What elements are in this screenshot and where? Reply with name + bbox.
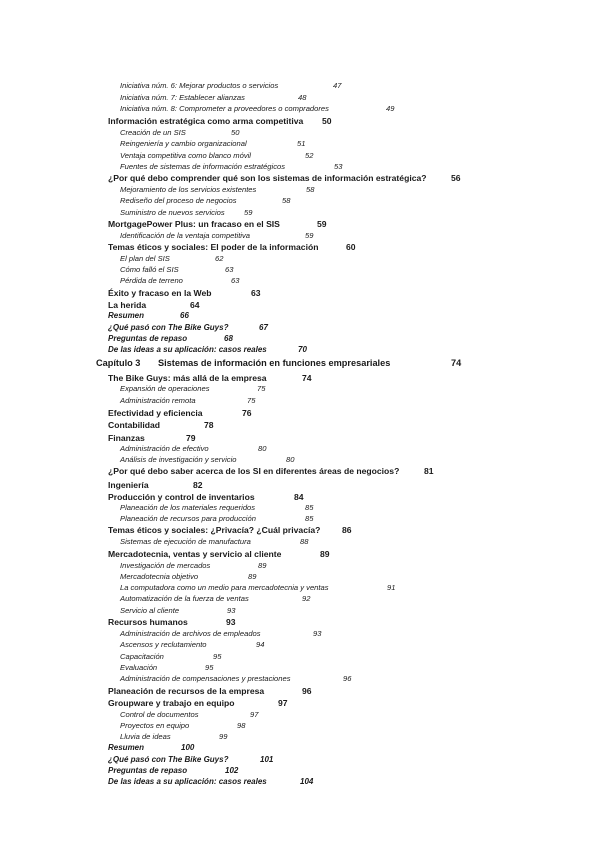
toc-page-number: 104 (300, 777, 314, 786)
toc-entry-title: Evaluación (120, 663, 158, 672)
toc-entry-title: ¿Qué pasó con The Bike Guys? (108, 323, 229, 332)
toc-page-number: 63 (225, 265, 234, 274)
toc-entry-title: Planeación de recursos para producción (120, 514, 256, 523)
toc-entry-title: Capacitación (120, 652, 164, 661)
toc-page-number: 59 (317, 219, 327, 229)
toc-entry-title: ¿Qué pasó con The Bike Guys? (108, 755, 229, 764)
toc-page-number: 96 (343, 674, 352, 683)
toc-entry-title: Servicio al cliente (120, 606, 180, 615)
toc-page-number: 95 (205, 663, 214, 672)
toc-entry-title: Administración de compensaciones y prestaciones (120, 674, 291, 683)
toc-entry-title: Iniciativa núm. 7: Establecer alianzas (120, 93, 245, 102)
toc-entry-title: Planeación de los materiales requeridos (120, 503, 256, 512)
toc-entry-title: Automatización de la fuerza de ventas (120, 594, 249, 603)
toc-entry-title: La computadora como un medio para mercadotecnia y ventas (120, 583, 329, 592)
toc-entry-title: The Bike Guys: más allá de la empresa (108, 373, 267, 383)
chapter-title: Sistemas de información en funciones empresariales (158, 358, 391, 368)
toc-page-number: 85 (305, 514, 314, 523)
toc-page-number: 50 (322, 116, 332, 126)
toc-page-number: 74 (302, 373, 312, 383)
toc-entry-title: Finanzas (108, 433, 145, 443)
toc-page-number: 82 (193, 480, 203, 490)
toc-entry-title: Contabilidad (108, 420, 161, 430)
toc-entry-title: Reingeniería y cambio organizacional (120, 139, 247, 148)
toc-page-number: 56 (451, 173, 461, 183)
toc-entry-title: Temas éticos y sociales: ¿Privacía? ¿Cuál privacía? (108, 525, 321, 535)
toc-page-number: 89 (258, 561, 267, 570)
toc-entry-title: Iniciativa núm. 6: Mejorar productos o servicios (120, 81, 279, 90)
toc-page-number: 64 (190, 300, 200, 310)
toc-entry-title: Creación de un SIS (120, 128, 186, 137)
toc-entry-title: Análisis de investigación y servicio (120, 455, 237, 464)
toc-page-number: 68 (224, 334, 233, 343)
toc-entry-title: Identificación de la ventaja competitiva (120, 231, 251, 240)
toc-page-number: 85 (305, 503, 314, 512)
toc-page-number: 50 (231, 128, 240, 137)
toc-page-number: 48 (298, 93, 307, 102)
toc-page-number: 66 (180, 311, 189, 320)
toc-page-number: 93 (313, 629, 322, 638)
toc-page-number: 93 (226, 617, 236, 627)
toc-entry-title: De las ideas a su aplicación: casos reales (108, 345, 267, 354)
toc-page-number: 70 (298, 345, 307, 354)
toc-entry-title: Mercadotecnia, ventas y servicio al cliente (108, 549, 282, 559)
toc-entry-title: Pérdida de terreno (120, 276, 183, 285)
toc-page-number: 59 (305, 231, 314, 240)
toc-entry-title: Expansión de operaciones (120, 384, 210, 393)
toc-entry-title: ¿Por qué debo comprender qué son los sistemas de información estratégica? (108, 173, 427, 183)
toc-page-number: 95 (213, 652, 222, 661)
toc-entry-title: Preguntas de repaso (108, 334, 188, 343)
toc-page-number: 75 (257, 384, 266, 393)
toc-page-number: 99 (219, 732, 228, 741)
toc-page-number: 79 (186, 433, 196, 443)
toc-page-number: 91 (387, 583, 396, 592)
toc-entry-title: Resumen (108, 311, 145, 320)
toc-entry-title: Ventaja competitiva como blanco móvil (120, 151, 251, 160)
toc-entry-title: MortgagePower Plus: un fracaso en el SIS (108, 219, 280, 229)
toc-page-number: 60 (346, 242, 356, 252)
toc-page-number: 89 (320, 549, 330, 559)
toc-page-number: 89 (248, 572, 257, 581)
toc-entry-title: Lluvia de ideas (120, 732, 171, 741)
toc-entry-title: Mejoramiento de los servicios existentes (120, 185, 257, 194)
toc-page-number: 98 (237, 721, 246, 730)
toc-entry-title: ¿Por qué debo saber acerca de los SI en diferentes áreas de negocios? (108, 466, 400, 476)
toc-page-number: 97 (250, 710, 259, 719)
toc-entry-title: Ingeniería (108, 480, 149, 490)
toc-entry-title: Suministro de nuevos servicios (120, 208, 225, 217)
toc-entry-title: Efectividad y eficiencia (108, 408, 203, 418)
toc-entry-title: Iniciativa núm. 8: Comprometer a proveedores o compradores (120, 104, 329, 113)
toc-entry-title: Groupware y trabajo en equipo (108, 698, 235, 708)
toc-entry-title: Planeación de recursos de la empresa (108, 686, 265, 696)
toc-entry-title: Ascensos y reclutamiento (120, 640, 207, 649)
toc-entry-title: El plan del SIS (120, 254, 170, 263)
toc-page-number: 97 (278, 698, 288, 708)
toc-entry-title: Control de documentos (120, 710, 199, 719)
toc-page-number: 47 (333, 81, 342, 90)
toc-entry-title: Investigación de mercados (120, 561, 211, 570)
toc-entry-title: Cómo falló el SIS (120, 265, 179, 274)
toc-entry-title: La herida (108, 300, 147, 310)
toc-page-number: 62 (215, 254, 224, 263)
toc-entry-title: Administración de archivos de empleados (120, 629, 261, 638)
toc-entry-title: Producción y control de inventarios (108, 492, 255, 502)
toc-page-number: 86 (342, 525, 352, 535)
toc-entry-title: Información estratégica como arma competitiva (108, 116, 304, 126)
toc-page-number: 101 (260, 755, 274, 764)
toc-page-number: 75 (247, 396, 256, 405)
toc-entry-title: Fuentes de sistemas de información estratégicos (120, 162, 286, 171)
toc-entry-title: Mercadotecnia objetivo (120, 572, 199, 581)
toc-entry-title: Éxito y fracaso en la Web (108, 288, 212, 298)
toc-entry-title: Proyectos en equipo (120, 721, 190, 730)
toc-page-number: 96 (302, 686, 312, 696)
toc-entry-title: Administración de efectivo (120, 444, 209, 453)
toc-page-number: 63 (251, 288, 261, 298)
toc-page-number: 100 (181, 743, 195, 752)
toc-page-number: 78 (204, 420, 214, 430)
toc-page-number: 81 (424, 466, 434, 476)
toc-page-number: 49 (386, 104, 395, 113)
toc-page-number: 59 (244, 208, 253, 217)
toc-entry-title: Administración remota (120, 396, 196, 405)
toc-page-number: 51 (297, 139, 306, 148)
toc-page-number: 74 (451, 358, 462, 368)
toc-page-number: 58 (306, 185, 315, 194)
toc-page-number: 102 (225, 766, 239, 775)
toc-entry-title: Sistemas de ejecución de manufactura (120, 537, 251, 546)
toc-page-number: 80 (258, 444, 267, 453)
toc-page-number: 52 (305, 151, 314, 160)
chapter-label: Capítulo 3 (96, 358, 141, 368)
toc-entry-title: Recursos humanos (108, 617, 188, 627)
toc-page-number: 58 (282, 196, 291, 205)
toc-entry-title: Resumen (108, 743, 145, 752)
toc-entry-title: De las ideas a su aplicación: casos reales (108, 777, 267, 786)
toc-page-number: 67 (259, 323, 268, 332)
toc-page-number: 80 (286, 455, 295, 464)
toc-entry-title: Preguntas de repaso (108, 766, 188, 775)
toc-page-number: 88 (300, 537, 309, 546)
toc-entry-title: Rediseño del proceso de negocios (120, 196, 237, 205)
toc-page-number: 76 (242, 408, 252, 418)
toc-page-number: 93 (227, 606, 236, 615)
toc-page-number: 84 (294, 492, 304, 502)
toc-page-number: 94 (256, 640, 265, 649)
toc-page-number: 92 (302, 594, 311, 603)
toc-page-number: 63 (231, 276, 240, 285)
toc-page-number: 53 (334, 162, 343, 171)
toc-entry-title: Temas éticos y sociales: El poder de la información (108, 242, 319, 252)
